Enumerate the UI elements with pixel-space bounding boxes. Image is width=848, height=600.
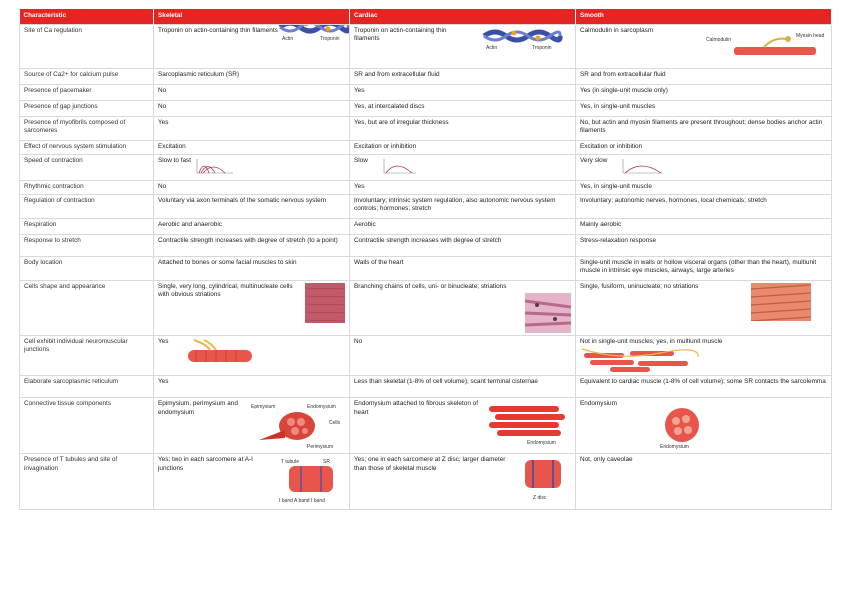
- troponin-label: Troponin: [532, 44, 552, 50]
- cell-text: Yes; one in each sarcomere at Z disc; larger diameter than those of skeletal muscle: [354, 456, 506, 472]
- row-label: Presence of myofibrils composed of sarcomeres: [20, 117, 154, 141]
- cell-cardiac: [350, 454, 576, 510]
- skeletal-micrograph-image: [305, 283, 345, 323]
- cell-smooth: Stress-relaxation response: [576, 235, 832, 257]
- table-row: [20, 181, 832, 195]
- cell-smooth: No, but actin and myosin filaments are present throughout; dense bodies anchor actin filaments: [576, 117, 832, 141]
- twitch-curve-icon: [382, 157, 418, 175]
- cell-cardiac: Less than skeletal (1-8% of cell volume); scant terminal cisternae: [350, 376, 576, 398]
- cell-text: Slow to fast: [158, 157, 192, 164]
- table-row: [20, 281, 832, 336]
- table-row: [20, 25, 832, 69]
- multiunit-figure: [580, 347, 700, 373]
- cell-skeletal: No: [154, 85, 350, 101]
- cell-cardiac: Contractile strength increases with degree of stretch: [350, 235, 576, 257]
- cell-cardiac: Yes: [350, 181, 576, 195]
- neuromuscular-junction-figure: [186, 338, 256, 366]
- t-tubule-cardiac-figure: [515, 456, 571, 502]
- thin-filament-figure: [276, 25, 350, 42]
- cell-skeletal: [154, 336, 350, 376]
- actin-label: Actin: [486, 44, 498, 50]
- cell-smooth: Yes, in single-unit muscles: [576, 101, 832, 117]
- cell-smooth: [576, 155, 832, 181]
- muscle-fiber: [734, 47, 816, 55]
- row-label: Cells shape and appearance: [20, 281, 154, 336]
- cell-text: Calmodulin in sarcoplasm: [580, 27, 654, 34]
- cell-text: Branching chains of cells, uni- or binucleate; striations: [354, 283, 507, 290]
- troponin-label: Troponin: [320, 36, 340, 42]
- cell-smooth: Yes (in single-unit muscle only): [576, 85, 832, 101]
- comparison-table: [19, 9, 832, 510]
- cardiac-micrograph-image: [525, 293, 571, 333]
- t-tubule-skeletal-figure: [279, 456, 345, 506]
- table-row: [20, 257, 832, 281]
- cell-cardiac: Yes, but are of irregular thickness: [350, 117, 576, 141]
- myosin-head-label: Myosin head: [796, 33, 824, 40]
- table-row: [20, 195, 832, 219]
- cell-text: Epimysium, perimysium and endomysium: [158, 400, 238, 416]
- calmodulin-label: Calmodulin: [706, 37, 732, 44]
- cell-cardiac: Walls of the heart: [350, 257, 576, 281]
- table-row: [20, 219, 832, 235]
- cell-smooth: SR and from extracellular fluid: [576, 69, 832, 85]
- row-label: Connective tissue components: [20, 398, 154, 454]
- row-label: Cell exhibit individual neuromuscular junctions: [20, 336, 154, 376]
- smooth-micrograph-image: [751, 283, 811, 321]
- table-row: [20, 235, 832, 257]
- myosin-head-mark: [785, 36, 791, 42]
- cell-smooth: Single-unit muscle in walls or hollow visceral organs (other than the heart), multiunit muscle in intrinsic eye muscles, airways, large arteries: [576, 257, 832, 281]
- row-label: Body location: [20, 257, 154, 281]
- cell-skeletal: [154, 155, 350, 181]
- band-labels: I band A band I band: [279, 498, 325, 505]
- table-row: [20, 155, 832, 181]
- epimysium-label: Epimysium: [251, 404, 276, 411]
- cell-cardiac: [350, 155, 576, 181]
- endomysium-label: Endomysium: [307, 404, 336, 411]
- cell-smooth: Excitation or inhibition: [576, 141, 832, 155]
- row-label: Presence of gap junctions: [20, 101, 154, 117]
- perimysium-label: Perimysium: [307, 444, 334, 451]
- cell-cardiac: No: [350, 336, 576, 376]
- cell-skeletal: [154, 398, 350, 454]
- endomysium-label: Endomysium: [660, 443, 689, 449]
- cell-cardiac: [350, 398, 576, 454]
- header-characteristic: Characteristic: [20, 9, 154, 25]
- row-label: Response to stretch: [20, 235, 154, 257]
- cell-smooth: Equivalent to cardiac muscle (1-8% of cell volume); some SR contacts the sarcolemma: [576, 376, 832, 398]
- sr-label: SR: [323, 459, 330, 466]
- header-skeletal: Skeletal: [154, 9, 350, 25]
- cell-text: Troponin on actin-containing thin filaments: [354, 27, 447, 43]
- row-label: Speed of contraction: [20, 155, 154, 181]
- cell-skeletal: Excitation: [154, 141, 350, 155]
- row-label: Effect of nervous system stimulation: [20, 141, 154, 155]
- cell-smooth: [576, 336, 832, 376]
- smooth-connective-tissue-figure: [648, 405, 718, 449]
- cell-skeletal: Sarcoplasmic reticulum (SR): [154, 69, 350, 85]
- troponin-mark: [536, 35, 541, 40]
- cell-smooth: [576, 398, 832, 454]
- endomysium-label: Endomysium: [527, 440, 556, 447]
- header-smooth: Smooth: [576, 9, 832, 25]
- row-label: Rhythmic contraction: [20, 181, 154, 195]
- cell-smooth: Not, only caveolae: [576, 454, 832, 510]
- row-label: Elaborate sarcoplasmic reticulum: [20, 376, 154, 398]
- skeletal-connective-tissue-figure: [249, 400, 345, 450]
- cell-skeletal: Yes: [154, 376, 350, 398]
- cell-skeletal: No: [154, 101, 350, 117]
- cell-smooth: Yes, in single-unit muscle: [576, 181, 832, 195]
- cell-text: Troponin on actin-containing thin filaments: [158, 27, 278, 34]
- t-tubule-label: T tubule: [281, 459, 299, 466]
- table-row: [20, 69, 832, 85]
- cardiac-connective-tissue-figure: [487, 400, 571, 446]
- row-label: Respiration: [20, 219, 154, 235]
- cell-cardiac: Involuntary; intrinsic system regulation, also autonomic nervous system controls; hormones; stretch: [350, 195, 576, 219]
- cells-label: Cells: [329, 420, 341, 427]
- cell-text: Yes; two in each sarcomere at A-I junctions: [158, 456, 253, 472]
- table-row: [20, 85, 832, 101]
- cell-text: Endomysium: [580, 400, 617, 408]
- row-label: Presence of T tubules and site of invagination: [20, 454, 154, 510]
- table-row: [20, 376, 832, 398]
- cell-skeletal: No: [154, 181, 350, 195]
- cell-text: Yes: [158, 338, 169, 345]
- twitch-curve-icon: [195, 157, 235, 175]
- table-row: [20, 101, 832, 117]
- troponin-mark: [512, 30, 517, 35]
- cell-skeletal: Contractile strength increases with degree of stretch (to a point): [154, 235, 350, 257]
- cell-cardiac: Yes: [350, 85, 576, 101]
- cell-skeletal: Attached to bones or some facial muscles to skin: [154, 257, 350, 281]
- header-row: [20, 9, 832, 25]
- cell-cardiac: [350, 25, 576, 69]
- table-row: [20, 117, 832, 141]
- table-row: [20, 141, 832, 155]
- cell-skeletal: [154, 25, 350, 69]
- cell-cardiac: Aerobic: [350, 219, 576, 235]
- cell-text: Not in single-unit muscles; yes, in multiunit muscle: [580, 338, 723, 345]
- troponin-mark: [304, 25, 309, 27]
- table-row: [20, 454, 832, 510]
- cell-skeletal: [154, 454, 350, 510]
- actin-strand: [280, 25, 348, 32]
- z-disc-label: Z disc: [533, 495, 547, 502]
- cell-smooth: Involuntary; autonomic nerves, hormones, local chemicals; stretch: [576, 195, 832, 219]
- row-label: Source of Ca2+ for calcium pulse: [20, 69, 154, 85]
- cell-cardiac: [350, 281, 576, 336]
- header-cardiac: Cardiac: [350, 9, 576, 25]
- actin-label: Actin: [282, 36, 294, 42]
- cell-skeletal: Yes: [154, 117, 350, 141]
- row-label: Site of Ca regulation: [20, 25, 154, 69]
- troponin-mark: [326, 27, 331, 32]
- cell-smooth: [576, 281, 832, 336]
- calmodulin-figure: [704, 29, 824, 59]
- row-label: Regulation of contraction: [20, 195, 154, 219]
- cell-cardiac: Yes, at intercalated discs: [350, 101, 576, 117]
- cell-text: Single, very long, cylindrical, multinucleate cells with obvious striations: [158, 283, 293, 299]
- table-row: [20, 336, 832, 376]
- cell-text: Single, fusiform, uninucleate; no striations: [580, 283, 699, 290]
- cell-cardiac: Excitation or inhibition: [350, 141, 576, 155]
- cell-cardiac: SR and from extracellular fluid: [350, 69, 576, 85]
- cell-text: Endomysium attached to fibrous skeleton of heart: [354, 400, 478, 416]
- row-label: Presence of pacemaker: [20, 85, 154, 101]
- cell-skeletal: [154, 281, 350, 336]
- cell-text: Slow: [354, 157, 368, 164]
- cell-smooth: [576, 25, 832, 69]
- cell-text: Very slow: [580, 157, 608, 164]
- cell-skeletal: Voluntary via axon terminals of the somatic nervous system: [154, 195, 350, 219]
- twitch-curve-icon: [621, 157, 665, 175]
- cell-smooth: Mainly aerobic: [576, 219, 832, 235]
- table-row: [20, 398, 832, 454]
- thin-filament-figure: [480, 25, 564, 50]
- cell-skeletal: Aerobic and anaerobic: [154, 219, 350, 235]
